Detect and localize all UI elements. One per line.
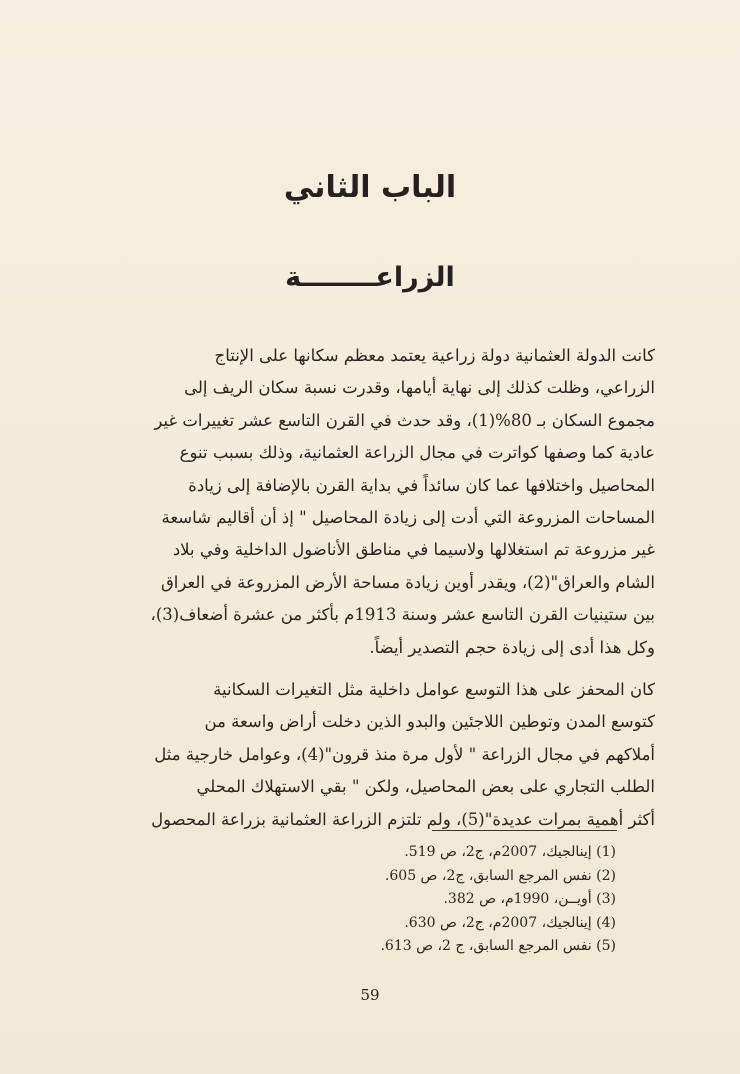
- paragraph-2: [88, 674, 655, 836]
- footnotes: [300, 841, 616, 959]
- footnote: (1) إينالجيك، 2007م، ج2، ص 519.: [404, 844, 616, 860]
- text-line: الطلب التجاري على بعض المحاصيل، ولكن " بقي الاستهلاك المحلي: [196, 777, 655, 797]
- text-line: أملاكهم في مجال الزراعة " لأول مرة منذ قرون"(4)، وعوامل خارجية مثل: [154, 744, 655, 764]
- body-text: [88, 340, 655, 836]
- text-line: مجموع السكان بـ 80%(1)، وقد حدث في القرن التاسع عشر تغييرات غير: [154, 410, 655, 430]
- text-line: كان المحفز على هذا التوسع عوامل داخلية مثل التغيرات السكانية: [213, 680, 655, 700]
- section-title: الزراعــــــــة: [285, 262, 455, 293]
- text-line: غير مزروعة تم استغلالها ولاسيما في مناطق الأناضول الداخلية وفي بلاد: [172, 540, 655, 560]
- text-line: المحاصيل واختلافها عما كان سائداً في بداية القرن بالإضافة إلى زيادة: [188, 475, 655, 495]
- text-line: المساحات المزروعة التي أدت إلى زيادة المحاصيل " إذ أن أقاليم شاسعة: [161, 508, 655, 528]
- text-line: الزراعي، وظلت كذلك إلى نهاية أيامها، وقدرت نسبة سكان الريف إلى: [184, 378, 655, 398]
- text-line: أكثر أهمية بمرات عديدة"(5)، ولم تلتزم الزراعة العثمانية بزراعة المحصول: [151, 809, 655, 829]
- paragraph-1: [88, 340, 655, 664]
- footnote: (3) أويــن، 1990م، ص 382.: [443, 891, 616, 907]
- text-line: وكل هذا أدى إلى زيادة حجم التصدير أيضاً.: [369, 637, 655, 657]
- text-line: كانت الدولة العثمانية دولة زراعية يعتمد معظم سكانها على الإنتاج: [214, 346, 655, 365]
- page-number: 59: [360, 986, 380, 1004]
- footnote-divider: [432, 830, 617, 831]
- chapter-title: الباب الثاني: [283, 170, 457, 205]
- footnote: (4) إينالجيك، 2007م، ج2، ص 630.: [404, 914, 616, 931]
- text-line: كتوسع المدن وتوطين اللاجئين والبدو الذين دخلت أراض واسعة من: [204, 712, 655, 732]
- paragraph-gap: [88, 664, 655, 674]
- footnote: (5) نفس المرجع السابق، ج 2، ص 613.: [380, 938, 616, 954]
- text-line: عادية كما وصفها كواترت في مجال الزراعة العثمانية، وذلك بسبب تنوع: [179, 443, 655, 463]
- footnote: (2) نفس المرجع السابق، ج2، ص 605.: [384, 867, 616, 884]
- text-line: بين ستينيات القرن التاسع عشر وسنة 1913م بأكثر من عشرة أضعاف(3)،: [150, 605, 655, 625]
- text-line: الشام والعراق"(2)، ويقدر أوين زيادة مساحة الأرض المزروعة في العراق: [160, 572, 655, 592]
